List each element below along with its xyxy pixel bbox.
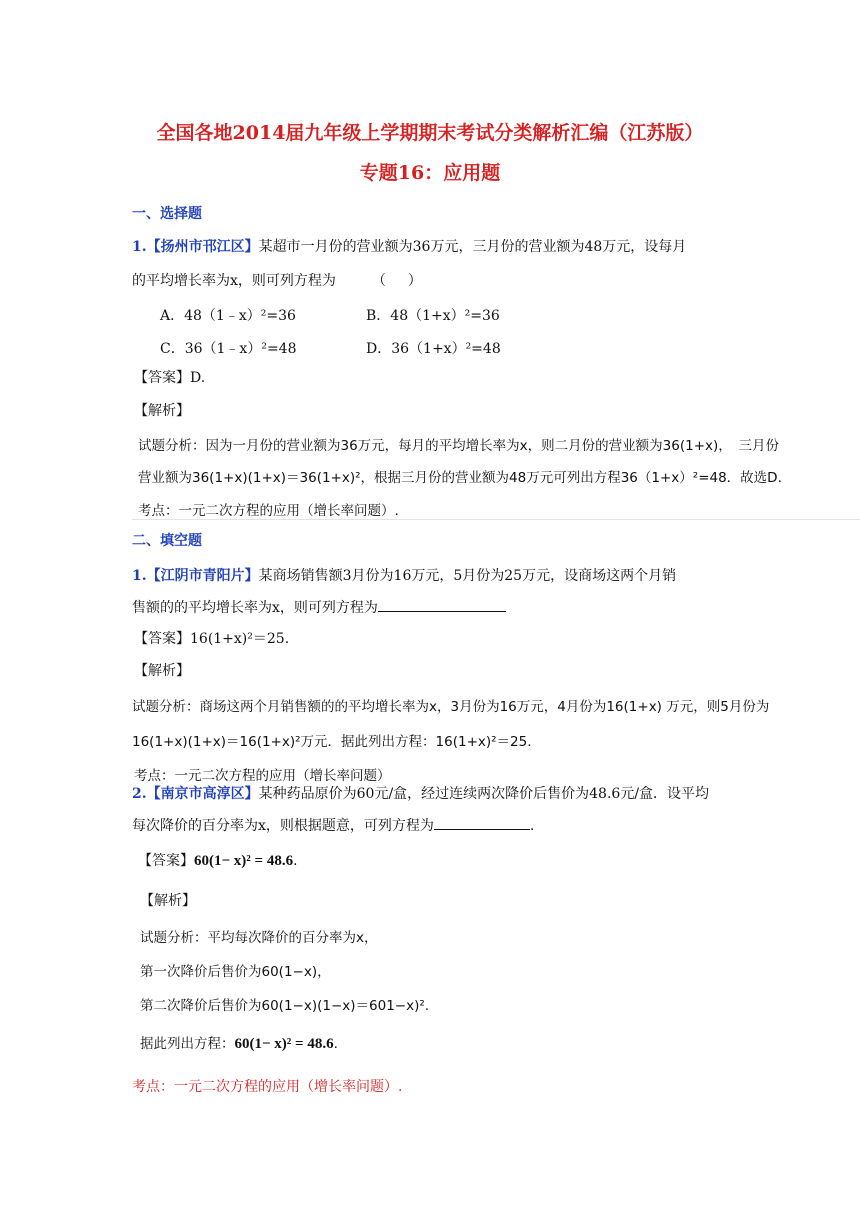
option-d: D．36（1+x）²=48 — [366, 341, 501, 357]
question-source: 【扬州市邗江区】 — [146, 239, 259, 255]
question-text: 的平均增长率为x，则可列方程为 — [132, 273, 336, 289]
period: . — [333, 1036, 338, 1052]
section-divider — [132, 519, 860, 520]
analysis-text-line2: 营业额为36(1+x)(1+x)＝36(1+x)²，根据三月份的营业额为48万元可列出方程36（1+x）²=48．故选D. — [138, 470, 782, 486]
answer-line: 【答案】16(1+x)²＝25. — [134, 631, 290, 647]
question-text: 某超市一月份的营业额为36万元，三月份的营业额为48万元，设每月 — [258, 239, 687, 255]
answer-paren-close: ） — [407, 273, 422, 289]
document-title: 全国各地2014届九年级上学期期末考试分类解析汇编（江苏版） — [156, 122, 704, 144]
kaodian-line: 考点：一元二次方程的应用（增长率问题）. — [138, 503, 399, 519]
answer-equation: 60(1− x)² = 48.6 — [194, 853, 294, 869]
document-subtitle: 专题16：应用题 — [359, 162, 501, 184]
question-text: 售额的的平均增长率为x，则可列方程为 — [132, 600, 378, 616]
equation: 60(1− x)² = 48.6 — [234, 1036, 334, 1052]
question-1-line2 — [132, 270, 422, 290]
analysis-heading: 【解析】 — [134, 403, 190, 419]
answer-blank — [434, 817, 530, 830]
analysis-text-line2: 第一次降价后售价为60(1−x)， — [140, 964, 331, 980]
analysis-text-line1: 试题分析：商场这两个月销售额的的平均增长率为x，3月份为16万元，4月份为16(1+x) 万元，则5月份为 — [132, 699, 770, 715]
section-heading-fill: 二、填空题 — [132, 533, 202, 549]
kaodian-line: 考点：一元二次方程的应用（增长率问题） — [134, 768, 391, 784]
question-source: 【南京市高淳区】 — [146, 786, 259, 802]
period: . — [293, 853, 298, 869]
question-number: 1. — [132, 568, 147, 584]
option-a: A．48（1﹣x）²=36 — [160, 308, 296, 324]
analysis-heading: 【解析】 — [134, 663, 190, 679]
question-number: 1. — [132, 239, 147, 255]
answer-line — [138, 850, 298, 870]
question-text: 每次降价的百分率为x，则根据题意，可列方程为 — [132, 818, 434, 834]
analysis-text-line1: 试题分析：平均每次降价的百分率为x， — [140, 930, 378, 946]
question-text: 某商场销售额3月份为16万元，5月份为25万元，设商场这两个月销 — [258, 568, 677, 584]
answer-line: 【答案】D. — [134, 370, 206, 386]
question-2-2-line1 — [132, 783, 709, 803]
question-2-1-line1 — [132, 565, 676, 585]
question-1-line1 — [132, 236, 686, 256]
analysis-text-line1: 试题分析：因为一月份的营业额为36万元，每月的平均增长率为x，则二月份的营业额为36(1+x)， 三月份 — [138, 438, 780, 454]
analysis-text-line4 — [140, 1032, 338, 1053]
answer-blank — [378, 599, 506, 612]
question-text: 某种药品原价为60元/盒，经过连续两次降价后售价为48.6元/盒．设平均 — [258, 786, 710, 802]
period: . — [529, 818, 535, 834]
equation-label: 据此列出方程： — [140, 1036, 235, 1052]
kaodian-line-red: 考点：一元二次方程的应用（增长率问题）. — [132, 1079, 403, 1095]
question-2-1-line2 — [132, 597, 506, 617]
option-c: C．36（1﹣x）²=48 — [160, 341, 297, 357]
question-source: 【江阴市青阳片】 — [146, 568, 259, 584]
analysis-text-line3: 第二次降价后售价为60(1−x)(1−x)＝601−x)². — [140, 998, 430, 1014]
answer-paren-open: （ — [371, 273, 386, 289]
question-2-2-line2 — [132, 815, 534, 835]
question-number: 2. — [132, 786, 147, 802]
answer-label: 【答案】 — [138, 853, 194, 869]
option-b: B．48（1+x）²=36 — [366, 308, 500, 324]
analysis-text-line2: 16(1+x)(1+x)＝16(1+x)²万元．据此列出方程：16(1+x)²＝25. — [132, 734, 532, 750]
analysis-heading: 【解析】 — [140, 893, 196, 909]
section-heading-choice: 一、选择题 — [132, 206, 202, 222]
